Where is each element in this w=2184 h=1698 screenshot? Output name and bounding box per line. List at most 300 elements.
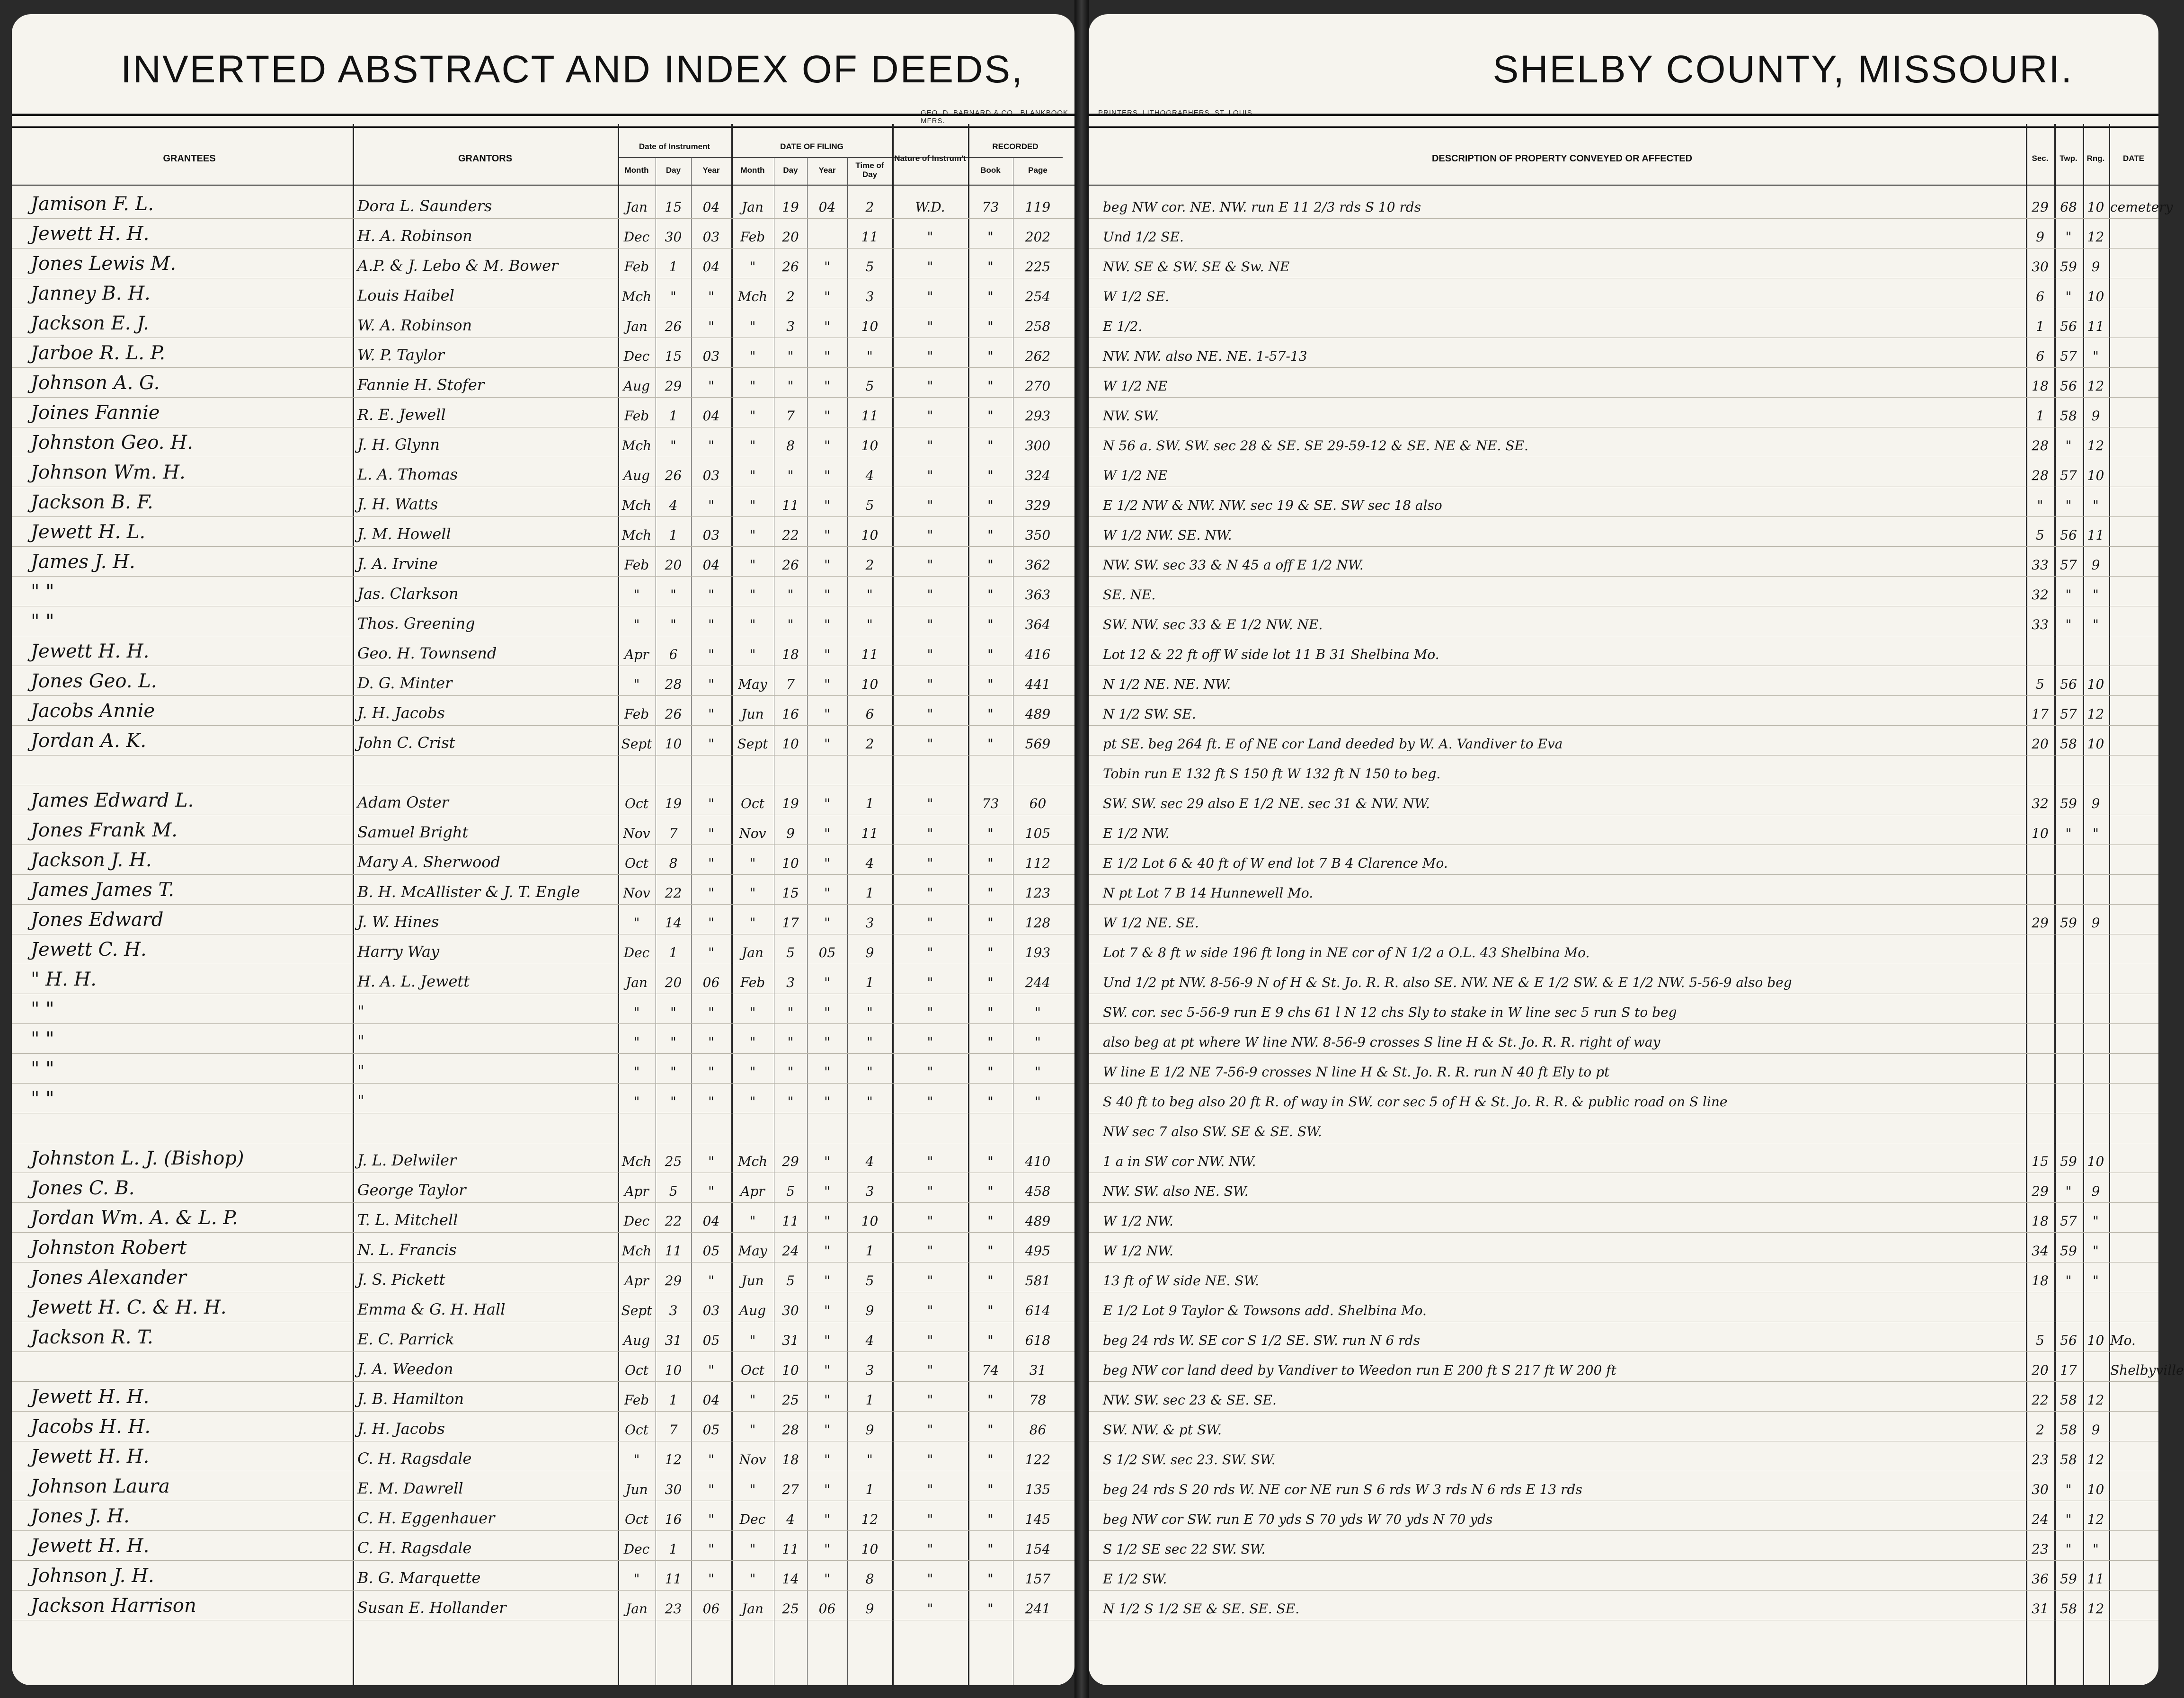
ledger-cell-sec: 34 (2032, 1243, 2049, 1259)
ledger-cell-twp (2054, 1024, 2083, 1052)
ledger-cell-book: " (987, 527, 994, 543)
ledger-cell-date (2110, 756, 2157, 783)
ledger-cell-nat: " (927, 1482, 933, 1497)
ledger-cell-im: Nov (623, 885, 650, 901)
ledger-cell-twp: 56 (2060, 319, 2077, 334)
ledger-cell-rng: " (2093, 617, 2099, 632)
ledger-cell-page: 363 (1025, 587, 1051, 603)
ledger-cell-book: " (987, 855, 994, 871)
ledger-cell-twp (2054, 1293, 2083, 1320)
ledger-cell-iy: " (708, 1064, 714, 1080)
ledger-cell-date (2110, 995, 2157, 1022)
ledger-cell-fm: " (749, 855, 756, 871)
ledger-cell-twp: " (2065, 1511, 2072, 1527)
ledger-cell-id: 15 (665, 348, 682, 364)
ledger-cell-twp: 57 (2060, 468, 2077, 483)
ledger-cell-fy: " (824, 647, 830, 662)
ledger-cell-page: " (1035, 1034, 1041, 1050)
ledger-cell-rng: 9 (2091, 259, 2100, 275)
ledger-cell-desc: W line E 1/2 NE 7-56-9 crosses N line H & St. Jo. R. R. run N 40 ft Ely to pt (1103, 1064, 1610, 1080)
ledger-cell-ft: 3 (865, 289, 874, 304)
ledger-cell-fy: " (824, 1094, 830, 1110)
ledger-cell-grantor: Mary A. Sherwood (357, 853, 501, 871)
ledger-cell-im: Jan (626, 319, 648, 334)
ledger-cell-iy: " (708, 1452, 714, 1467)
ledger-cell-fd: 2 (786, 289, 795, 304)
ledger-cell-twp (2054, 1114, 2083, 1141)
col-nature: Nature of Instrum't (894, 153, 966, 163)
ledger-cell-id: 15 (665, 199, 682, 215)
ledger-cell-grantee: Johnston L. J. (Bishop) (31, 1147, 244, 1169)
ledger-cell-grantee: Jordan Wm. A. & L. P. (31, 1207, 238, 1229)
ledger-cell-desc: beg NW cor land deed by Vandiver to Weedon run E 200 ft S 217 ft W 200 ft (1103, 1362, 1616, 1378)
ledger-cell-sec: 31 (2032, 1601, 2049, 1617)
ledger-cell-ft: 2 (865, 736, 874, 752)
ledger-cell-nat: " (927, 1034, 933, 1050)
ledger-cell-fd: 10 (782, 1362, 799, 1378)
ledger-cell-rng: 10 (2087, 199, 2104, 215)
ledger-cell-id: 14 (665, 915, 682, 931)
ledger-cell-im: Jun (625, 1482, 648, 1497)
ledger-cell-rng: 12 (2087, 229, 2104, 245)
ruled-line (12, 248, 1074, 249)
ledger-cell-im: Dec (623, 945, 650, 960)
ledger-cell-sec: 18 (2032, 1273, 2049, 1289)
ledger-cell-book: " (987, 408, 994, 424)
ledger-cell-desc: beg 24 rds S 20 rds W. NE cor NE run S 6 rds W 3 rds N 6 rds E 13 rds (1103, 1482, 1582, 1497)
ledger-cell-desc: SW. cor. sec 5-56-9 run E 9 chs 61 l N 12 chs Sly to stake in W line sec 5 run S to beg (1103, 1005, 1677, 1020)
ledger-cell-page (1013, 756, 1063, 783)
ledger-cell-book: " (987, 289, 994, 304)
ledger-cell-twp: " (2065, 289, 2072, 304)
publisher-imprint: GEO. D. BARNARD & CO., BLANKBOOK MFRS. (921, 109, 1069, 125)
ledger-cell-twp: 59 (2060, 796, 2077, 811)
ledger-cell-date (2110, 547, 2157, 575)
ledger-cell-sec: 6 (2036, 348, 2044, 364)
ledger-cell-fy: " (824, 1333, 830, 1348)
ledger-cell-im: Oct (625, 796, 648, 811)
ledger-cell-fm: " (749, 408, 756, 424)
ledger-cell-fd: " (787, 587, 794, 603)
ledger-cell-date (2110, 338, 2157, 366)
ledger-cell-id: " (670, 289, 676, 304)
ledger-cell-grantee: Jarboe R. L. P. (31, 342, 166, 364)
ledger-cell-rng: 9 (2091, 915, 2100, 931)
ledger-cell-ft: " (867, 1094, 873, 1110)
ledger-cell-grantor: E. C. Parrick (357, 1330, 454, 1348)
ledger-cell-grantor: T. L. Mitchell (357, 1211, 458, 1229)
ledger-cell-grantor: Jas. Clarkson (357, 585, 459, 603)
ledger-cell-rng (2083, 935, 2109, 962)
ledger-cell-grantee: Jacobs H. H. (31, 1416, 151, 1438)
ledger-cell-im: " (633, 1034, 640, 1050)
ledger-cell-grantor: " (357, 1002, 364, 1020)
ledger-cell-page: 495 (1025, 1243, 1051, 1259)
ledger-cell-rng: 9 (2091, 796, 2100, 811)
ruled-line (12, 695, 1074, 696)
ledger-cell-grantor: John C. Crist (357, 734, 455, 752)
ledger-cell-nat: " (927, 1213, 933, 1229)
ledger-cell-ft: " (867, 1452, 873, 1467)
ledger-cell-id: 11 (665, 1571, 682, 1587)
ledger-cell-fd: 15 (782, 885, 799, 901)
ledger-cell-page: 145 (1025, 1511, 1051, 1527)
ledger-cell-twp: 17 (2060, 1362, 2077, 1378)
ledger-cell-iy: " (708, 796, 714, 811)
ledger-cell-im: Mch (621, 498, 652, 513)
ledger-cell-ft (847, 756, 892, 783)
ledger-cell-rng (2083, 756, 2109, 783)
ledger-cell-sec: 33 (2032, 617, 2049, 632)
ledger-cell-rng: " (2093, 1273, 2099, 1289)
ledger-cell-fm: Jun (741, 1273, 764, 1289)
ledger-cell-grantee: Jones Geo. L. (31, 670, 157, 692)
ledger-cell-book: " (987, 468, 994, 483)
ledger-cell-fd (774, 756, 807, 783)
ledger-cell-fd: 28 (782, 1422, 799, 1438)
ledger-cell-fd: 30 (782, 1303, 799, 1318)
ledger-cell-book: 73 (982, 199, 999, 215)
ruled-line (12, 546, 1074, 547)
ledger-cell-page: 105 (1025, 826, 1051, 841)
ledger-cell-iy: 04 (702, 199, 720, 215)
ledger-cell-twp: " (2065, 1541, 2072, 1557)
ledger-cell-im: Dec (623, 348, 650, 364)
ledger-cell-desc: S 40 ft to beg also 20 ft R. of way in SW. cor sec 5 of H & St. Jo. R. R. & public road on S line (1103, 1094, 1728, 1110)
ledger-cell-fm: Nov (739, 1452, 766, 1467)
ledger-cell-sec: 9 (2036, 229, 2044, 245)
ledger-cell-im: Oct (625, 1422, 648, 1438)
ledger-cell-iy: 05 (702, 1422, 720, 1438)
ruled-line (1089, 1560, 2158, 1561)
ledger-cell-fy: " (824, 259, 830, 275)
ledger-cell-grantee: Jackson E. J. (31, 312, 149, 334)
ruled-line (1089, 367, 2158, 368)
ledger-cell-desc: 13 ft of W side NE. SW. (1103, 1273, 1260, 1289)
ledger-cell-im: " (633, 1094, 640, 1110)
ledger-cell-nat: " (927, 855, 933, 871)
ledger-cell-iy: " (708, 378, 714, 394)
ledger-cell-grantee: " " (31, 1028, 54, 1050)
ledger-cell-id: 19 (665, 796, 682, 811)
ledger-cell-page: 410 (1025, 1154, 1051, 1169)
ledger-cell-fy: " (824, 1422, 830, 1438)
ledger-cell-twp: 59 (2060, 915, 2077, 931)
ledger-cell-nat: " (927, 498, 933, 513)
ledger-cell-fd: " (787, 468, 794, 483)
ledger-cell-fd: 5 (786, 1273, 795, 1289)
ledger-cell-grantee: Jackson B. F. (31, 491, 153, 513)
ledger-cell-fy: " (824, 1034, 830, 1050)
ledger-cell-date (2110, 1263, 2157, 1290)
right-page-title: SHELBY COUNTY, MISSOURI. (1492, 48, 2073, 91)
ledger-cell-sec: 2 (2036, 1422, 2044, 1438)
ledger-cell-grantor: " (357, 1062, 364, 1080)
ledger-cell-page: 122 (1025, 1452, 1051, 1467)
ledger-cell-im: " (633, 587, 640, 603)
ruled-line (1089, 1411, 2158, 1412)
ledger-cell-desc: also beg at pt where W line NW. 8-56-9 crosses S line H & St. Jo. R. R. right of way (1103, 1034, 1660, 1050)
ledger-cell-fm: " (749, 1094, 756, 1110)
ledger-cell-id: 26 (665, 319, 682, 334)
ledger-cell-nat: " (927, 1273, 933, 1289)
col-rng: Rng. (2086, 153, 2105, 163)
ledger-cell-im: Mch (621, 527, 652, 543)
ledger-cell-page: 416 (1025, 647, 1051, 662)
ledger-cell-rng (2083, 875, 2109, 903)
ledger-cell-desc: NW sec 7 also SW. SE & SE. SW. (1103, 1124, 1322, 1139)
ledger-cell-sec: 29 (2032, 199, 2049, 215)
ledger-cell-id: 31 (665, 1333, 682, 1348)
ledger-cell-id: " (670, 438, 676, 453)
ruled-line (12, 367, 1074, 368)
ledger-cell-rng (2083, 995, 2109, 1022)
ledger-cell-twp (2054, 637, 2083, 664)
ledger-cell-grantor: C. H. Ragsdale (357, 1539, 472, 1557)
ledger-cell-desc: W 1/2 NE. SE. (1103, 915, 1199, 931)
ledger-cell-date (2110, 845, 2157, 873)
ledger-cell-fm: Jan (742, 1601, 764, 1617)
ledger-cell-sec: 32 (2032, 796, 2049, 811)
ledger-cell-id: " (670, 1034, 676, 1050)
left-ledger-page (12, 14, 1074, 1685)
ledger-cell-iy: " (708, 498, 714, 513)
col-grantors: GRANTORS (458, 153, 513, 164)
ledger-cell-fy: " (824, 289, 830, 304)
col-book: Book (980, 165, 1001, 175)
ledger-cell-fm: " (749, 438, 756, 453)
ledger-cell-desc: Lot 12 & 22 ft off W side lot 11 B 31 Shelbina Mo. (1103, 647, 1439, 662)
ledger-cell-ft: 2 (865, 557, 874, 573)
ledger-cell-ft: 11 (861, 826, 879, 841)
ruled-line (1089, 1530, 2158, 1531)
ledger-cell-twp: 57 (2060, 1213, 2077, 1229)
ledger-cell-date (2110, 1561, 2157, 1589)
ledger-cell-page: 60 (1029, 796, 1047, 811)
ledger-cell-ft: 4 (865, 855, 874, 871)
ledger-cell-desc: E 1/2 Lot 9 Taylor & Towsons add. Shelbina Mo. (1103, 1303, 1427, 1318)
ledger-cell-fy: " (824, 557, 830, 573)
ledger-cell-ft (847, 1114, 892, 1141)
ledger-cell-page: 293 (1025, 408, 1051, 424)
ledger-cell-id: " (670, 587, 676, 603)
ledger-cell-fm (731, 1114, 774, 1141)
ledger-cell-grantee: Jackson R. T. (31, 1326, 153, 1348)
ledger-cell-sec (2026, 845, 2054, 873)
ledger-cell-im: Dec (623, 229, 650, 245)
ledger-cell-fd: 25 (782, 1392, 799, 1408)
ledger-cell-fd: 9 (786, 826, 795, 841)
ledger-cell-ft: 4 (865, 468, 874, 483)
ledger-cell-desc: Und 1/2 pt NW. 8-56-9 N of H & St. Jo. R. R. also SE. NW. NE & E 1/2 SW. & E 1/2 NW. 5-56-9 also beg (1103, 975, 1792, 990)
ledger-cell-ft: " (867, 1005, 873, 1020)
ledger-cell-rng (2083, 1084, 2109, 1111)
ledger-cell-grantor: W. P. Taylor (357, 346, 444, 364)
ledger-cell-rng: " (2093, 1243, 2099, 1259)
ledger-cell-twp: 56 (2060, 676, 2077, 692)
ledger-cell-fy: " (824, 378, 830, 394)
ledger-cell-iy: " (708, 617, 714, 632)
ledger-cell-date (2110, 905, 2157, 933)
ledger-cell-fd: 17 (782, 915, 799, 931)
ledger-cell-id: 12 (665, 1452, 682, 1467)
ledger-cell-grantee: Jones Edward (31, 909, 164, 931)
ledger-cell-ft: " (867, 348, 873, 364)
ledger-cell-ft: 9 (865, 1422, 874, 1438)
ledger-cell-date (2110, 219, 2157, 247)
ledger-cell-desc: W 1/2 NE (1103, 468, 1168, 483)
ledger-cell-twp (2054, 845, 2083, 873)
ledger-cell-fy: 06 (818, 1601, 836, 1617)
ledger-cell-rng (2083, 845, 2109, 873)
ledger-cell-grantor: Fannie H. Stofer (357, 376, 485, 394)
ledger-cell-iy: 04 (702, 557, 720, 573)
ledger-cell-fm: " (749, 587, 756, 603)
ledger-cell-date (2110, 488, 2157, 515)
ledger-cell-ft: " (867, 617, 873, 632)
ledger-cell-twp (2054, 756, 2083, 783)
ledger-cell-id: 4 (669, 498, 678, 513)
ledger-cell-fm: Jan (742, 945, 764, 960)
ledger-cell-nat: " (927, 1005, 933, 1020)
ledger-cell-fd: 24 (782, 1243, 799, 1259)
left-page-title: INVERTED ABSTRACT AND INDEX OF DEEDS, (121, 48, 1024, 91)
ledger-cell-nat: " (927, 1243, 933, 1259)
ruled-line (1089, 576, 2158, 577)
ledger-cell-desc: N 1/2 S 1/2 SE & SE. SE. SE. (1103, 1601, 1300, 1617)
ledger-cell-im: Mch (621, 1243, 652, 1259)
ledger-cell-book: " (987, 617, 994, 632)
ledger-cell-page: " (1035, 1064, 1041, 1080)
ledger-cell-id: 1 (669, 1392, 678, 1408)
header-bottom-rule (1089, 185, 2158, 186)
ledger-cell-nat: " (927, 319, 933, 334)
ledger-cell-date: cemetery (2110, 199, 2173, 215)
ledger-cell-rng: 12 (2087, 1601, 2104, 1617)
ledger-cell-fy: " (824, 1005, 830, 1020)
ledger-cell-desc: beg NW cor. NE. NW. run E 11 2/3 rds S 10 rds (1103, 199, 1421, 215)
ledger-cell-twp: " (2065, 498, 2072, 513)
ledger-cell-im: Oct (625, 855, 648, 871)
ledger-cell-fd: 3 (786, 319, 795, 334)
ledger-cell-fm: " (749, 1482, 756, 1497)
ledger-cell-fd: 5 (786, 1183, 795, 1199)
ledger-cell-desc: beg NW cor SW. run E 70 yds S 70 yds W 70 yds N 70 yds (1103, 1511, 1493, 1527)
ledger-cell-date (2110, 1114, 2157, 1141)
ruled-line (1089, 1083, 2158, 1084)
ledger-cell-fy: " (824, 1482, 830, 1497)
ruled-line (12, 218, 1074, 219)
ledger-cell-book: " (987, 229, 994, 245)
ledger-cell-date (2110, 1233, 2157, 1261)
ledger-cell-fm: " (749, 1064, 756, 1080)
ledger-cell-fy: " (824, 1064, 830, 1080)
ledger-cell-fy: " (824, 736, 830, 752)
ledger-cell-rng (2083, 1293, 2109, 1320)
ledger-cell-grantor: J. M. Howell (357, 525, 451, 543)
ledger-cell-desc: W 1/2 NE (1103, 378, 1168, 394)
ledger-cell-fm: Oct (741, 1362, 764, 1378)
ledger-cell-book: " (987, 647, 994, 662)
ledger-cell-rng (2083, 1024, 2109, 1052)
ledger-cell-sec: 1 (2036, 408, 2044, 424)
ledger-cell-ft: 1 (865, 885, 874, 901)
ledger-cell-page: 569 (1025, 736, 1051, 752)
ledger-cell-book (968, 756, 1013, 783)
ledger-cell-nat: " (927, 527, 933, 543)
ledger-cell-iy: 05 (702, 1333, 720, 1348)
ledger-cell-date (2110, 1024, 2157, 1052)
ledger-cell-grantee: Johnson A. G. (31, 372, 160, 394)
ledger-cell-fm: " (749, 468, 756, 483)
ledger-cell-iy: " (708, 676, 714, 692)
ledger-cell-fm: " (749, 498, 756, 513)
ledger-cell-grantee: Jewett H. H. (31, 1446, 150, 1467)
ledger-cell-im: Feb (624, 408, 649, 424)
ledger-cell-iy (691, 756, 731, 783)
ledger-cell-id: 11 (665, 1243, 682, 1259)
ledger-cell-fy: " (824, 1183, 830, 1199)
ledger-cell-sec: 17 (2032, 706, 2049, 722)
ledger-cell-grantor: L. A. Thomas (357, 465, 458, 483)
ledger-cell-book: " (987, 438, 994, 453)
ruled-line (1089, 874, 2158, 875)
ledger-cell-fy: " (824, 706, 830, 722)
ledger-cell-page: 193 (1025, 945, 1051, 960)
ledger-cell-book: " (987, 1511, 994, 1527)
ledger-cell-sec (2026, 935, 2054, 962)
ledger-cell-id: 20 (665, 975, 682, 990)
ledger-cell-fd: 8 (786, 438, 795, 453)
ledger-cell-rng: 12 (2087, 706, 2104, 722)
ledger-cell-grantee: Jewett H. L. (31, 521, 146, 543)
ledger-cell-rng: " (2093, 1541, 2099, 1557)
ledger-cell-grantor: J. S. Pickett (357, 1271, 445, 1289)
ledger-cell-book: " (987, 826, 994, 841)
ledger-cell-sec: 30 (2032, 1482, 2049, 1497)
ledger-cell-fy: " (824, 826, 830, 841)
ledger-cell-rng: 10 (2087, 1333, 2104, 1348)
ledger-cell-fm: Mch (737, 289, 768, 304)
ledger-cell-grantor: J. W. Hines (357, 913, 439, 931)
ledger-cell-iy: " (708, 1005, 714, 1020)
header-bottom-rule (12, 185, 1074, 186)
ruled-line (1089, 1381, 2158, 1382)
ledger-cell-grantor: " (357, 1032, 364, 1050)
ledger-cell-desc: W 1/2 NW. (1103, 1213, 1173, 1229)
ledger-cell-sec: 23 (2032, 1452, 2049, 1467)
ruled-line (1089, 1351, 2158, 1352)
ledger-cell-date (2110, 637, 2157, 664)
ledger-cell-page: 119 (1025, 199, 1051, 215)
ledger-cell-desc: E 1/2 NW. (1103, 826, 1170, 841)
ledger-cell-sec: 32 (2032, 587, 2049, 603)
ledger-cell-ft: 10 (861, 1541, 879, 1557)
ledger-cell-id: 3 (669, 1303, 678, 1318)
ledger-cell-id: 1 (669, 527, 678, 543)
ledger-cell-twp: 56 (2060, 1333, 2077, 1348)
ledger-cell-grantee: " " (31, 1088, 54, 1110)
ledger-cell-fm: " (749, 1422, 756, 1438)
ledger-cell-grantee: Jewett H. H. (31, 1386, 150, 1408)
ledger-cell-id: 10 (665, 1362, 682, 1378)
ruled-line (12, 1560, 1074, 1561)
ruled-line (1089, 218, 2158, 219)
ledger-cell-twp (2054, 995, 2083, 1022)
ledger-cell-fy: " (824, 498, 830, 513)
ledger-cell-fm: Oct (741, 796, 764, 811)
ledger-cell-id: 10 (665, 736, 682, 752)
